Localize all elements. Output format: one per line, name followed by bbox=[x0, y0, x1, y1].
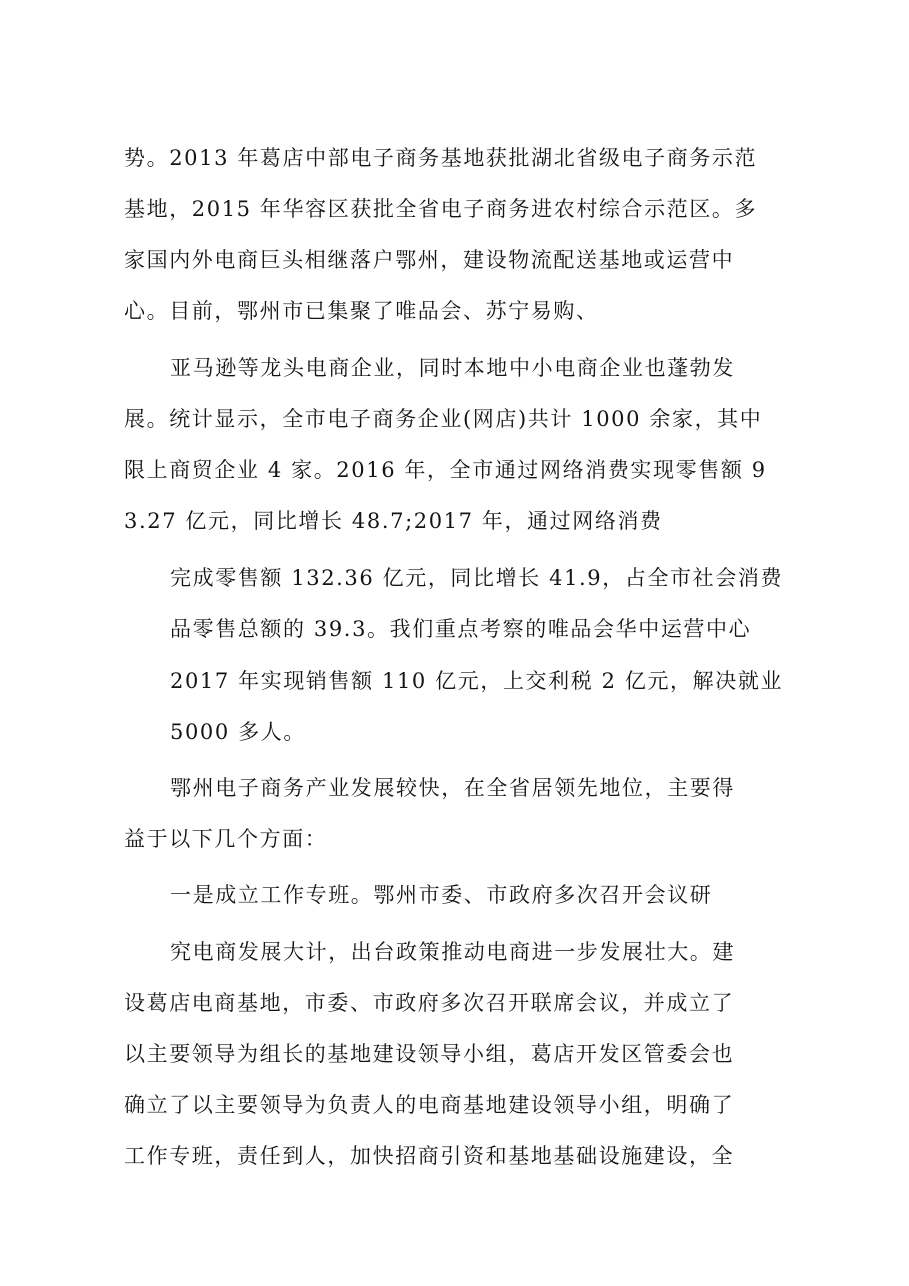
text-line: 亚马逊等龙头电商企业，同时本地中小电商企业也蓬勃发 bbox=[170, 356, 735, 380]
text-line: 家国内外电商巨头相继落户鄂州，建设物流配送基地或运营中 bbox=[124, 248, 735, 272]
text-line: 以主要领导为组长的基地建设领导小组，葛店开发区管委会也 bbox=[124, 1042, 735, 1066]
text-line: 一是成立工作专班。鄂州市委、市政府多次召开会议研 bbox=[170, 883, 713, 907]
text-line: 品零售总额的 39.3。我们重点考察的唯品会华中运营中心 bbox=[170, 617, 752, 641]
text-line: 势。2013 年葛店中部电子商务基地获批湖北省级电子商务示范 bbox=[124, 146, 758, 170]
text-line: 限上商贸企业 4 家。2016 年，全市通过网络消费实现零售额 9 bbox=[124, 458, 767, 482]
text-line: 3.27 亿元，同比增长 48.7;2017 年，通过网络消费 bbox=[124, 509, 663, 533]
text-line: 究电商发展大计，出台政策推动电商进一步发展壮大。建 bbox=[170, 940, 735, 964]
text-line: 确立了以主要领导为负责人的电商基地建设领导小组，明确了 bbox=[124, 1093, 735, 1117]
text-line: 完成零售额 132.36 亿元，同比增长 41.9，占全市社会消费 bbox=[170, 566, 784, 590]
text-line: 心。目前，鄂州市已集聚了唯品会、苏宁易购、 bbox=[124, 299, 599, 323]
text-line: 鄂州电子商务产业发展较快，在全省居领先地位，主要得 bbox=[170, 776, 735, 800]
text-line: 益于以下几个方面： bbox=[124, 827, 328, 851]
text-line: 5000 多人。 bbox=[170, 720, 306, 744]
text-line: 2017 年实现销售额 110 亿元，上交利税 2 亿元，解决就业 bbox=[170, 669, 784, 693]
text-line: 工作专班，责任到人，加快招商引资和基地基础设施建设，全 bbox=[124, 1144, 735, 1168]
text-line: 基地，2015 年华容区获批全省电子商务进农村综合示范区。多 bbox=[124, 197, 758, 221]
text-line: 展。统计显示，全市电子商务企业(网店)共计 1000 余家，其中 bbox=[124, 407, 763, 431]
text-line: 设葛店电商基地，市委、市政府多次召开联席会议，并成立了 bbox=[124, 991, 735, 1015]
